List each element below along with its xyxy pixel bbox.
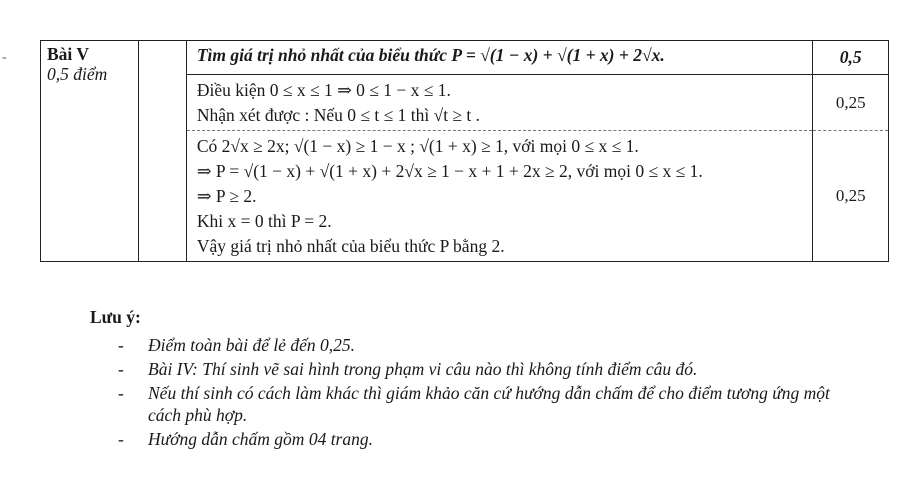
note-bullet: - bbox=[118, 429, 124, 449]
section-label-cell bbox=[41, 41, 139, 262]
empty-column-cell bbox=[139, 41, 187, 262]
note-bullet: - bbox=[118, 359, 124, 379]
question-text: Tìm giá trị nhỏ nhất của biểu thức P = √(1 − x) + √(1 + x) + 2√x. bbox=[186, 41, 813, 75]
step2-line: ⇒ P ≥ 2. bbox=[196, 186, 257, 206]
note-item bbox=[90, 334, 850, 356]
step2-line: Vậy giá trị nhỏ nhất của biểu thức P bằng 2. bbox=[196, 236, 505, 256]
section-title: Bài V bbox=[47, 44, 89, 64]
step2-text bbox=[186, 131, 813, 262]
notes-list bbox=[90, 334, 850, 450]
grading-table bbox=[40, 40, 889, 262]
note-text: Bài IV: Thí sinh vẽ sai hình trong phạm vi câu nào thì không tính điểm câu đó. bbox=[148, 359, 698, 379]
note-text: Nếu thí sinh có cách làm khác thì giám khảo căn cứ hướng dẫn chấm để cho điểm tương ứng một cách phù hợp. bbox=[148, 383, 830, 425]
section-points: 0,5 điểm bbox=[47, 64, 108, 84]
note-text: Điểm toàn bài để lẻ đến 0,25. bbox=[148, 335, 356, 355]
step2-score: 0,25 bbox=[813, 131, 889, 262]
step1-line: Điều kiện 0 ≤ x ≤ 1 ⇒ 0 ≤ 1 − x ≤ 1. bbox=[196, 80, 451, 100]
question-score: 0,5 bbox=[813, 41, 889, 75]
note-text: Hướng dẫn chấm gồm 04 trang. bbox=[148, 429, 373, 449]
note-item bbox=[90, 382, 850, 426]
note-bullet: - bbox=[118, 335, 124, 355]
step1-line: Nhận xét được : Nếu 0 ≤ t ≤ 1 thì √t ≥ t . bbox=[196, 105, 481, 125]
note-bullet: - bbox=[118, 383, 124, 403]
step2-line: Có 2√x ≥ 2x; √(1 − x) ≥ 1 − x ; √(1 + x) ≥ 1, với mọi 0 ≤ x ≤ 1. bbox=[196, 136, 639, 156]
notes-section bbox=[90, 306, 850, 452]
step1-text bbox=[186, 75, 813, 131]
step2-line: ⇒ P = √(1 − x) + √(1 + x) + 2√x ≥ 1 − x + 1 + 2x ≥ 2, với mọi 0 ≤ x ≤ 1. bbox=[196, 161, 703, 181]
step2-line: Khi x = 0 thì P = 2. bbox=[196, 211, 332, 231]
note-item bbox=[90, 428, 850, 450]
notes-title: Lưu ý: bbox=[90, 307, 141, 327]
margin-mark: - bbox=[2, 50, 7, 65]
step1-score: 0,25 bbox=[813, 75, 889, 131]
question-row bbox=[41, 41, 889, 75]
note-item bbox=[90, 358, 850, 380]
